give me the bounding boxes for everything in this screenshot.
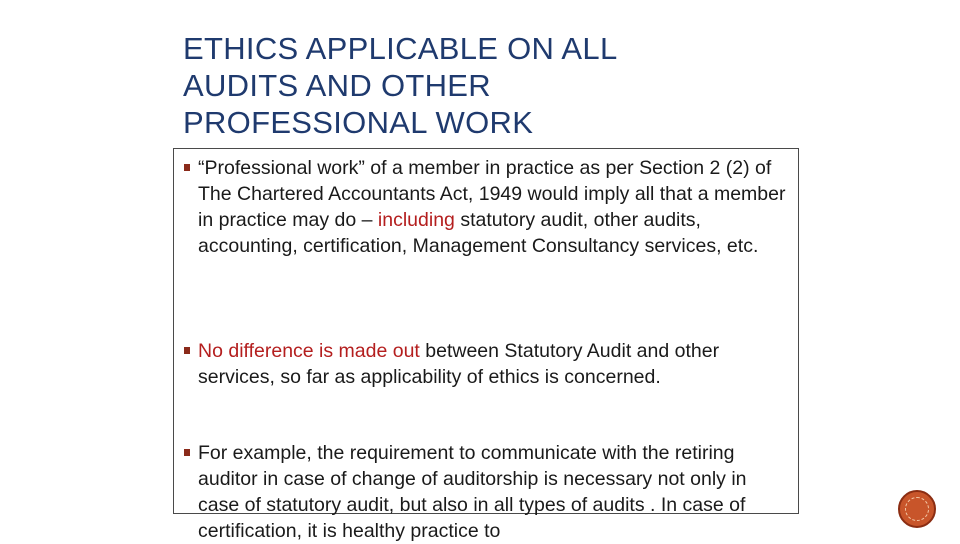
bullet-1-pre: “Professional work” of a member in practice as per Section 2 (2) of The Chartered Accountants Act, 1949 would imply all that a member in practice may do – [198, 157, 786, 231]
title-line-3: PROFESSIONAL WORK [183, 105, 534, 140]
bullet-text-3: For example, the requirement to communicate with the retiring auditor in case of change of auditorship is necessary not only in case of statutory audit, but also in all types of audits . In case of certification, it is healthy practice to [198, 442, 747, 542]
bullet-item-1 [184, 155, 790, 259]
slide-title [183, 30, 743, 141]
bullet-1-highlight: including [377, 209, 455, 231]
title-line-2: AUDITS AND OTHER [183, 68, 491, 103]
bullet-square-icon [184, 347, 190, 354]
bullet-2-post: between Statutory Audit and other services, so far as applicability of ethics is concerned. [198, 340, 720, 388]
bullet-square-icon [184, 449, 190, 456]
bullet-2-highlight: No difference is made out [198, 340, 420, 362]
bullet-text-1 [198, 155, 790, 259]
bullet-1-post: statutory audit, other audits, accounting, certification, Management Consultancy services, etc. [198, 209, 759, 257]
seal-icon [898, 490, 936, 528]
title-line-1: ETHICS APPLICABLE ON ALL [183, 31, 618, 66]
bullet-item-2 [184, 338, 790, 390]
bullet-square-icon [184, 164, 190, 171]
content-box [173, 148, 799, 542]
bullet-text-2 [198, 338, 790, 390]
bullet-item-3 [184, 440, 790, 544]
